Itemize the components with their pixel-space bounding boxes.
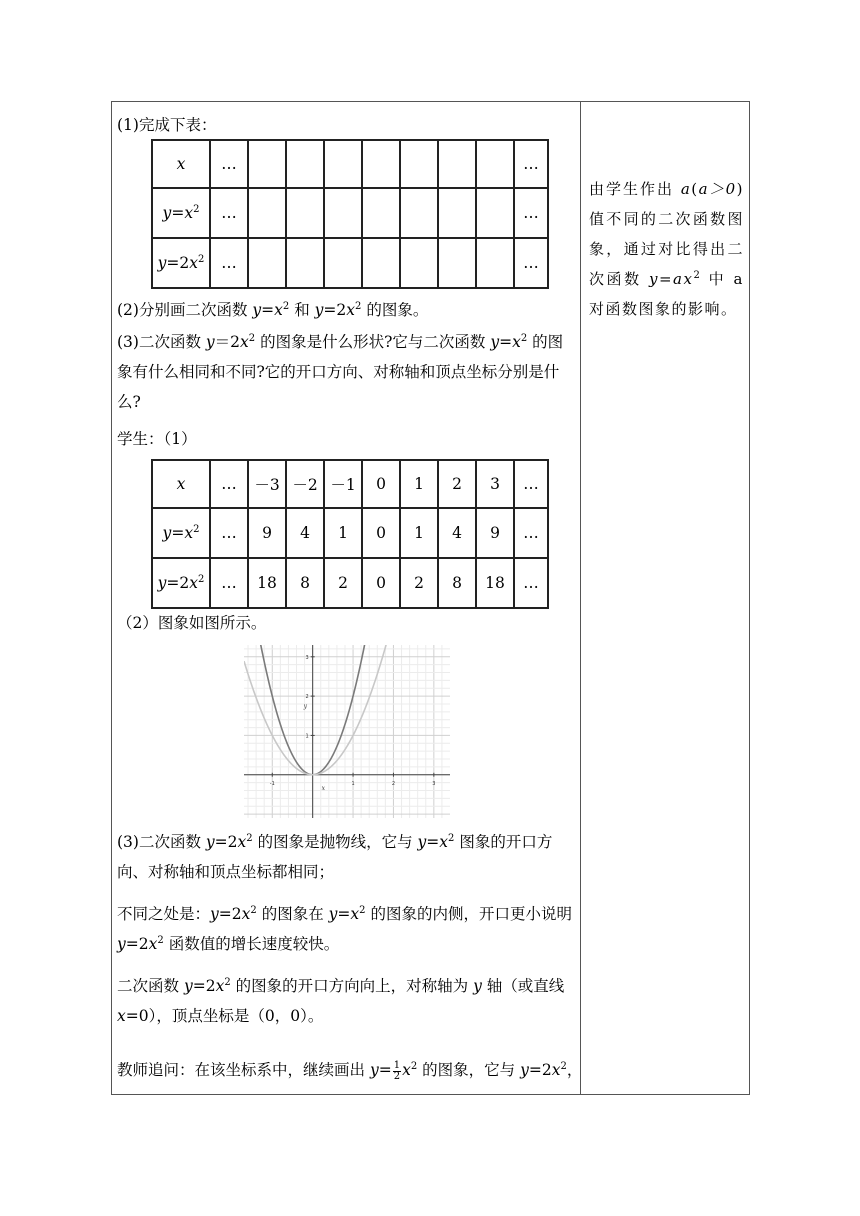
- task-intro: (1)完成下表：: [117, 116, 217, 134]
- table-cell: [438, 140, 476, 188]
- table-cell: [476, 140, 514, 188]
- row-label-y-2x2: $y=2x^2$: [152, 238, 210, 288]
- value-table: [151, 459, 549, 609]
- main-column: [112, 102, 583, 1094]
- table-cell: …: [514, 140, 548, 188]
- table-cell: 2: [400, 558, 438, 608]
- table-cell: [324, 140, 362, 188]
- row-label-x: x: [152, 460, 210, 508]
- table-cell: 18: [248, 558, 286, 608]
- design-note: 由学生作出 a(a＞0) 值不同的二次函数图象，通过对比得出二次函数 $y=ax^2$ 中 a 对函数图象的影响。: [589, 180, 744, 318]
- table-cell: [248, 238, 286, 288]
- row-label-y-2x2: $y=2x^2$: [152, 558, 210, 608]
- row-label-y-x2: $y=x^2$: [152, 188, 210, 238]
- table-cell: 18: [476, 558, 514, 608]
- table-cell: [476, 238, 514, 288]
- table-cell: －3: [248, 460, 286, 508]
- table-cell: …: [514, 508, 548, 558]
- table-cell: 4: [286, 508, 324, 558]
- table-cell: [400, 140, 438, 188]
- table-cell: …: [210, 508, 248, 558]
- table-cell: [248, 188, 286, 238]
- table-cell: [324, 188, 362, 238]
- table-cell: [400, 188, 438, 238]
- table-cell: [286, 188, 324, 238]
- table-cell: …: [210, 188, 248, 238]
- table-cell: －2: [286, 460, 324, 508]
- table-cell: …: [210, 558, 248, 608]
- table-cell: [286, 238, 324, 288]
- y-tick-label: 1: [305, 733, 309, 740]
- table-cell: [400, 238, 438, 288]
- graph-background: [244, 645, 450, 818]
- x-tick-label: -1: [269, 780, 275, 787]
- table-cell: 1: [324, 508, 362, 558]
- table-cell: 1: [400, 460, 438, 508]
- table-cell: [362, 188, 400, 238]
- table-cell: [324, 238, 362, 288]
- table-cell: [438, 238, 476, 288]
- y-axis-label: y: [303, 702, 308, 710]
- table-cell: 1: [400, 508, 438, 558]
- question-2: (2)分别画二次函数 $y=x^2$ 和 $y=2x^2$ 的图象。: [117, 300, 429, 319]
- y-tick-label: 2: [305, 694, 309, 701]
- answer-paragraph-3: 二次函数 $y=2x^2$ 的图象的开口方向向上，对称轴为 y 轴（或直线 x=0），顶点坐标是（0，0）。: [117, 976, 565, 1025]
- table-cell: 3: [476, 460, 514, 508]
- table-cell: 0: [362, 558, 400, 608]
- teacher-followup: 教师追问：在该坐标系中，继续画出 y= $\frac{1}{2}$ $x^2$ 的图象，它与 $y=2x^2$，: [117, 1059, 583, 1082]
- table-cell: 4: [438, 508, 476, 558]
- table-cell: 9: [476, 508, 514, 558]
- table-cell: －1: [324, 460, 362, 508]
- table-cell: …: [514, 238, 548, 288]
- x-tick-label: 3: [432, 780, 436, 787]
- table-cell: 8: [286, 558, 324, 608]
- table-cell: …: [514, 188, 548, 238]
- table-cell: …: [210, 460, 248, 508]
- table-cell: [286, 140, 324, 188]
- row-label-y-x2: $y=x^2$: [152, 508, 210, 558]
- table-cell: …: [514, 558, 548, 608]
- table-cell: 2: [438, 460, 476, 508]
- parabola-graph: [244, 645, 450, 818]
- table-cell: [248, 140, 286, 188]
- x-tick-label: 2: [391, 780, 396, 787]
- x-tick-label: 1: [351, 780, 355, 787]
- table-cell: 8: [438, 558, 476, 608]
- note-column: [581, 102, 749, 1094]
- x-axis-label: x: [321, 784, 326, 792]
- table-cell: 9: [248, 508, 286, 558]
- table-cell: 0: [362, 508, 400, 558]
- table-cell: 2: [324, 558, 362, 608]
- answer-paragraph-1: (3)二次函数 $y=2x^2$ 的图象是抛物线，它与 $y=x^2$ 图象的开口方向、对称轴和顶点坐标都相同；: [117, 832, 553, 881]
- blank-table: [151, 139, 549, 289]
- table-cell: …: [210, 238, 248, 288]
- table-cell: [362, 140, 400, 188]
- lesson-table: [111, 101, 750, 1095]
- fraction-one-half: $\frac{1}{2}$: [393, 1059, 401, 1082]
- question-3: (3)二次函数 $y=2x^2$ 的图象是什么形状?它与二次函数 $y=x^2$ 的图象有什么相同和不同?它的开口方向、对称轴和顶点坐标分别是什么?: [117, 332, 564, 411]
- y-tick-label: 3: [305, 654, 309, 661]
- table-cell: [362, 238, 400, 288]
- table-cell: …: [210, 140, 248, 188]
- table-cell: [438, 188, 476, 238]
- table-cell: 0: [362, 460, 400, 508]
- graph-caption: （2）图象如图所示。: [117, 614, 267, 632]
- student-label: 学生：（1）: [117, 430, 197, 448]
- table-cell: [476, 188, 514, 238]
- row-label-x: x: [152, 140, 210, 188]
- answer-paragraph-2: 不同之处是：$y=2x^2$ 的图象在 $y=x^2$ 的图象的内侧，开口更小说明 $y=2x^2$ 函数值的增长速度较快。: [117, 904, 572, 953]
- table-cell: …: [514, 460, 548, 508]
